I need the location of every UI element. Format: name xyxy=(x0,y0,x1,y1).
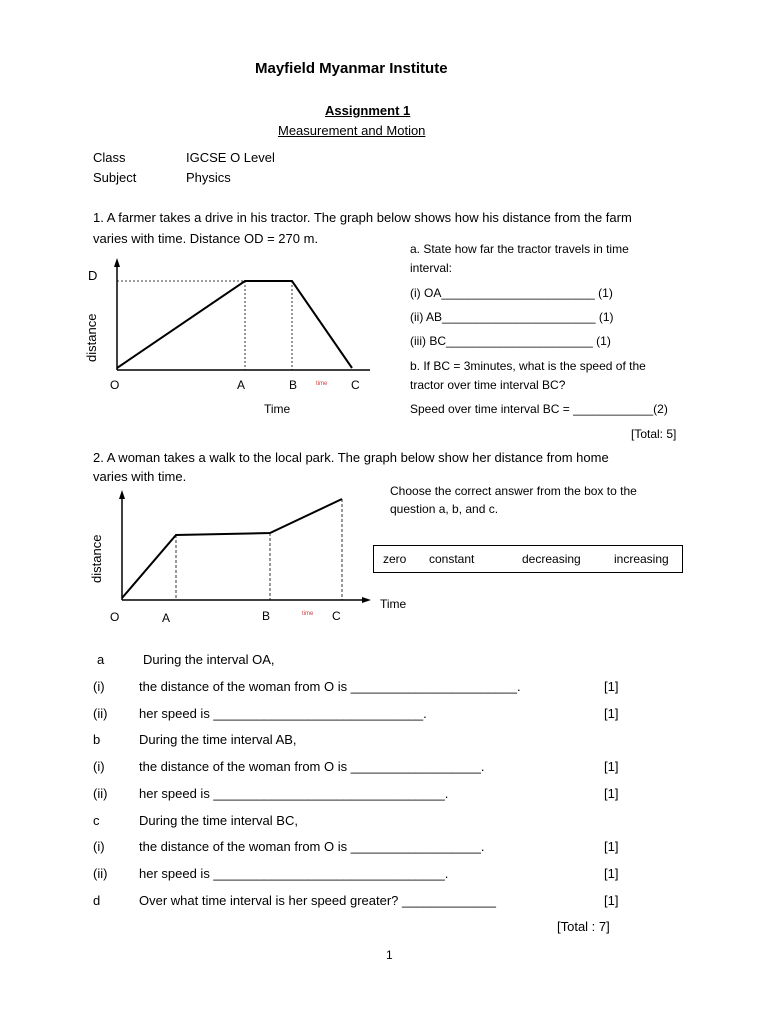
q2-row-num: a xyxy=(97,652,105,667)
q2-row-text: During the time interval AB, xyxy=(139,732,297,747)
q1-y-top-label: D xyxy=(88,268,98,283)
q1-item-iii: (iii) BC______________________ (1) xyxy=(410,334,611,348)
q2-row-mark: [1] xyxy=(604,759,619,774)
q1-label-c: C xyxy=(351,378,360,392)
q2-row-text: Over what time interval is her speed greater? _____________ xyxy=(139,893,496,908)
q2-row-text: her speed is ________________________________. xyxy=(139,786,449,801)
q1-x-axis-label: Time xyxy=(264,402,291,416)
q2-row-mark: [1] xyxy=(604,786,619,801)
q2-row-num: c xyxy=(93,813,100,828)
q1-y-axis-label: distance xyxy=(84,313,99,362)
q2-y-arrow xyxy=(119,490,125,499)
q2-row-num: (ii) xyxy=(93,866,108,881)
q1-item-ii: (ii) AB_______________________ (1) xyxy=(410,310,614,324)
q2-row-num: (i) xyxy=(93,759,105,774)
q1-part-b-line1: b. If BC = 3minutes, what is the speed of the xyxy=(410,359,646,373)
class-value: IGCSE O Level xyxy=(186,150,275,165)
q2-row-num: (i) xyxy=(93,679,105,694)
q1-tiny-label: time xyxy=(316,381,328,387)
page-number: 1 xyxy=(386,948,393,962)
q2-row-mark: [1] xyxy=(604,706,619,721)
institute-title: Mayfield Myanmar Institute xyxy=(255,60,448,77)
q2-row-num: (ii) xyxy=(93,706,108,721)
q2-row-mark: [1] xyxy=(604,839,619,854)
q2-row-text: During the time interval BC, xyxy=(139,813,298,828)
q2-x-arrow xyxy=(362,597,371,603)
q1-part-a-line2: interval: xyxy=(410,261,453,275)
q2-y-axis-label: distance xyxy=(89,534,104,583)
q1-label-a: A xyxy=(237,378,246,392)
box-word-increasing: increasing xyxy=(614,552,669,566)
q1-speed-line: Speed over time interval BC = ____________(2) xyxy=(410,402,668,416)
q2-row-text: During the interval OA, xyxy=(143,652,275,667)
q2-row-text: the distance of the woman from O is _______________________. xyxy=(139,679,521,694)
q2-row-num: b xyxy=(93,732,101,747)
q1-label-b: B xyxy=(289,378,298,392)
q2-tiny-label: time xyxy=(302,611,314,617)
subject-label: Subject xyxy=(93,170,137,185)
q1-label-o: O xyxy=(110,378,120,392)
q2-row-mark: [1] xyxy=(604,866,619,881)
subject-value: Physics xyxy=(186,170,231,185)
box-word-decreasing: decreasing xyxy=(522,552,581,566)
q2-row-text: the distance of the woman from O is __________________. xyxy=(139,839,485,854)
q2-label-c: C xyxy=(332,609,341,623)
q1-item-i: (i) OA_______________________ (1) xyxy=(410,286,613,300)
q2-label-b: B xyxy=(262,609,271,623)
box-word-constant: constant xyxy=(429,552,475,566)
topic-title: Measurement and Motion xyxy=(278,123,426,138)
q1-intro-line2: varies with time. Distance OD = 270 m. xyxy=(93,231,319,246)
assignment-title: Assignment 1 xyxy=(325,103,411,118)
q1-total: [Total: 5] xyxy=(631,427,677,441)
q2-row-text: her speed is _____________________________. xyxy=(139,706,427,721)
q2-label-o: O xyxy=(110,610,120,624)
q2-label-a: A xyxy=(162,611,171,625)
q2-distance-line xyxy=(122,499,342,598)
q2-row-mark: [1] xyxy=(604,679,619,694)
q1-intro-line1: 1. A farmer takes a drive in his tractor. The graph below shows how his distance from the farm xyxy=(93,210,632,225)
q2-row-num: (i) xyxy=(93,839,105,854)
q2-choose-line1: Choose the correct answer from the box to the xyxy=(390,484,637,498)
q2-row-text: her speed is ________________________________. xyxy=(139,866,449,881)
q2-row-mark: [1] xyxy=(604,893,619,908)
class-label: Class xyxy=(93,150,126,165)
q2-intro-line1: 2. A woman takes a walk to the local park. The graph below show her distance from home xyxy=(93,450,609,465)
q2-choose-line2: question a, b, and c. xyxy=(390,502,499,516)
box-word-zero: zero xyxy=(383,552,407,566)
q1-part-a-line1: a. State how far the tractor travels in time xyxy=(410,242,629,256)
q2-row-num: d xyxy=(93,893,101,908)
q2-row-text: the distance of the woman from O is __________________. xyxy=(139,759,485,774)
q1-part-b-line2: tractor over time interval BC? xyxy=(410,378,566,392)
q2-row-num: (ii) xyxy=(93,786,108,801)
q2-total: [Total : 7] xyxy=(557,919,610,934)
q2-intro-line2: varies with time. xyxy=(93,469,187,484)
q2-x-axis-label: Time xyxy=(380,597,407,611)
